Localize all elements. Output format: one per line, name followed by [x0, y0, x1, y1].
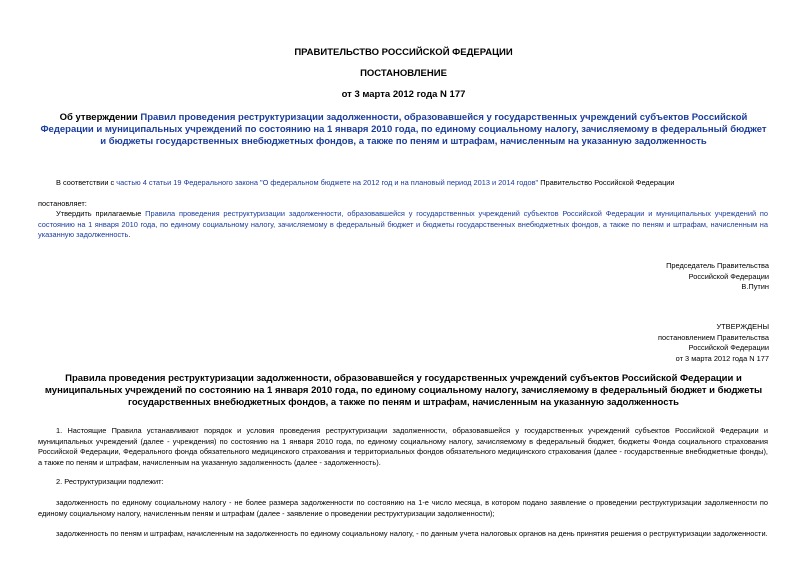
rules-paragraph-4: задолженность по пеням и штрафам, начисленным на задолженность по единому социальному налогу, - по данным учета налоговых органов на день принятия решения о реструктуризации задолженности.: [56, 529, 768, 538]
approved-line-1: УТВЕРЖДЕНЫ: [716, 322, 769, 331]
rules-title: Правила проведения реструктуризации задолженности, образовавшейся у государственных учреждений субъектов Российской Федерации и муниципальных учреждений по состоянию на 1 января 2010 года, по единому социальному налогу, зачисляемому в федеральный бюджет и бюджеты государственных внебюджетных фондов, а также по пеням и штрафам, начисленным на указанную задолженность: [44, 373, 763, 408]
approved-line-3: Российской Федерации: [688, 343, 769, 352]
approved-line-2: постановлением Правительства: [658, 332, 769, 342]
approved-block: [658, 322, 769, 364]
government-heading: ПРАВИТЕЛЬСТВО РОССИЙСКОЙ ФЕДЕРАЦИИ: [294, 47, 513, 58]
federal-law-link[interactable]: частью 4 статьи 19 Федерального закона "О федеральном бюджете на 2012 год и на плановый период 2013 и 2014 годов": [116, 178, 539, 187]
approved-rules-link[interactable]: Правила проведения реструктуризации задолженности, образовавшейся у государственных учреждений субъектов Российской Федерации и муниципальных учреждений по состоянию на 1 января 2010 года, по единому социальному налогу, зачисляемому в федеральный бюджет и бюджеты государственных внебюджетных фондов, а также по пеням и штрафам, начисленным на указанную задолженность: [38, 209, 768, 239]
signature-line-1: Председатель Правительства: [666, 261, 769, 270]
date-number-heading: от 3 марта 2012 года N 177: [341, 89, 466, 100]
rules-paragraph-1: 1. Настоящие Правила устанавливают порядок и условия проведения реструктуризации задолженности, образовавшейся у государственных учреждений субъектов Российской Федерации и муниципальных учреждений (далее - учреждения) по состоянию на 1 января 2010 года, по единому социальному налогу, зачисляемому в федеральный бюджет, бюджеты Фонда социального страхования Российской Федерации, Федерального фонда обязательного медицинского страхования и территориальных фондов обязательного медицинского страхования (далее - государственные внебюджетные фонды), а также по пеням и штрафам, начисленным на указанную задолженность (далее - задолженность).: [38, 426, 768, 467]
document-title: [40, 112, 767, 148]
rules-link[interactable]: Правил проведения реструктуризации задолженности, образовавшейся у государственных учреждений субъектов Российской Федерации и муниципальных учреждений по состоянию на 1 января 2010 года, по единому социальному налогу, зачисляемому в федеральный бюджет и бюджеты государственных внебюджетных фондов, а также по пеням и штрафам, начисленным на указанную задолженность: [40, 112, 767, 147]
approved-line-4: от 3 марта 2012 года N 177: [675, 353, 769, 363]
signature-block: [666, 261, 769, 293]
preamble-suffix: Правительство Российской Федерации: [538, 178, 675, 187]
preamble-prefix: В соответствии с: [56, 178, 117, 187]
approve-suffix: .: [128, 230, 131, 239]
decides-text: постановляет:: [38, 199, 87, 208]
rules-paragraph-3: задолженность по единому социальному налогу - не более размера задолженности по состоянию на 1-е число месяца, в котором подано заявление о проведении реструктуризации задолженности по единому социальному налогу, начисленным пеням и штрафам (далее - заявление о проведении реструктуризации задолженности);: [38, 498, 768, 518]
preamble-paragraph: [38, 178, 768, 189]
approve-prefix: Утвердить прилагаемые: [56, 209, 146, 218]
signature-line-2: Российской Федерации: [688, 271, 769, 281]
document-type-heading: ПОСТАНОВЛЕНИЕ: [360, 68, 447, 79]
signature-line-3: В.Путин: [741, 282, 769, 291]
approve-paragraph: [38, 209, 768, 241]
rules-paragraph-2: 2. Реструктуризации подлежит:: [56, 477, 164, 486]
title-prefix: Об утверждении: [59, 112, 141, 123]
